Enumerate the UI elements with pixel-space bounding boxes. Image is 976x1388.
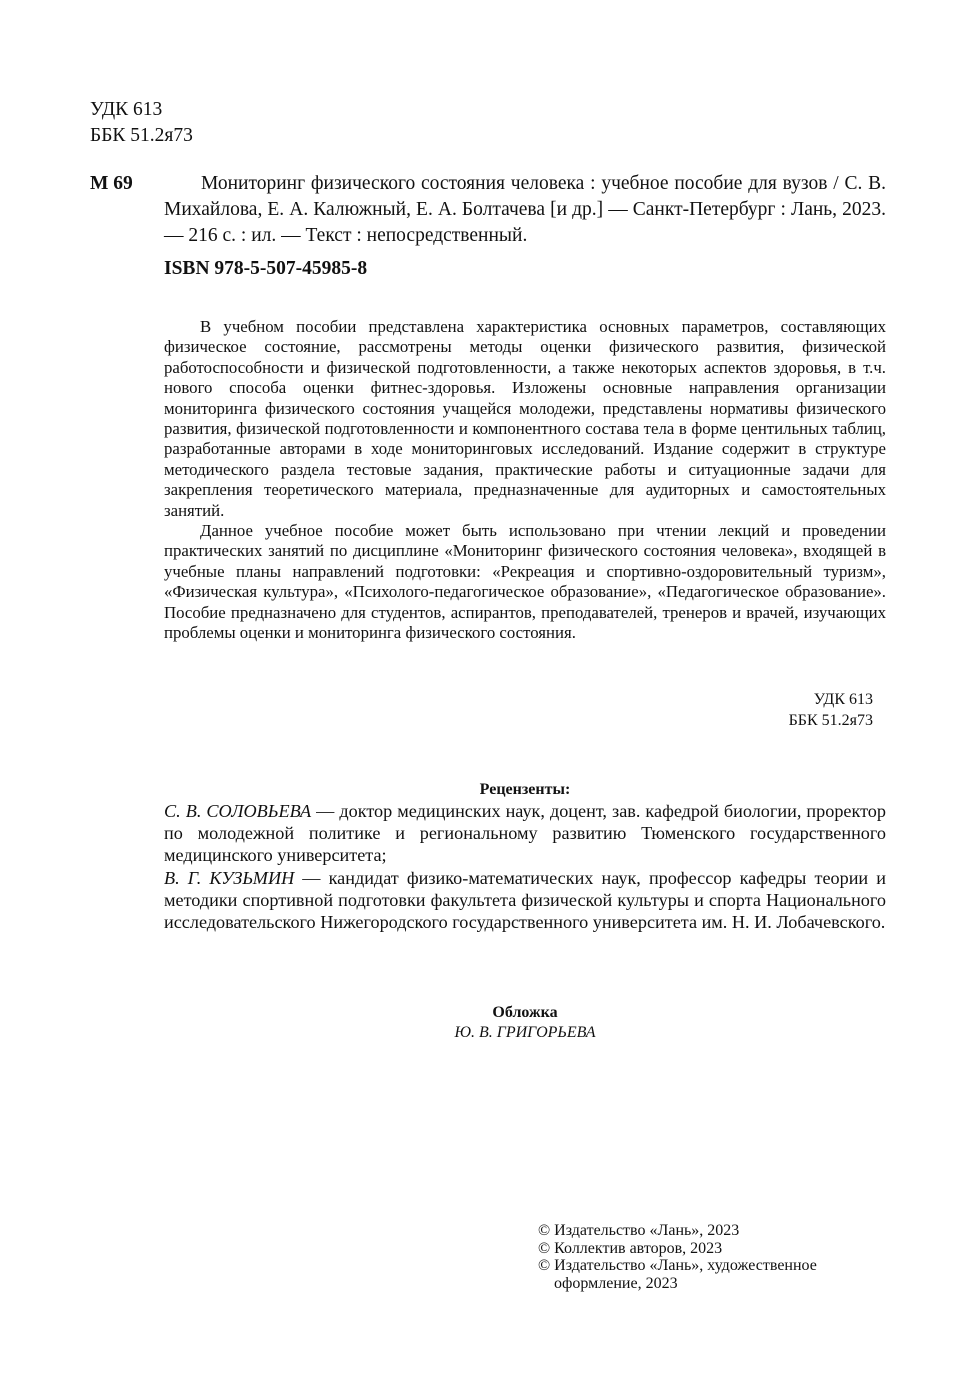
annotation-paragraph: В учебном пособии представлена характеристика основных параметров, составляющих физическое состояние, рассмотрены методы оценки физического развития, физической работоспособности и физической подготовленности, а также некоторых аспектов здоровья, в т.ч. нового способа оценки фитнес-здоровья. Изложены основные направления организации мониторинга физического состояния учащейся молодежи, представлены нормативы физического развития, физической подготовленности и компонентного состава тела в форме центильных таблиц, разработанные авторами в ходе мониторинговых исследований. Издание содержит в структуре методического раздела тестовые задания, практические работы и ситуационные задачи для закрепления теоретического материала, предназначенные для аудиторных и самостоятельных занятий. — [164, 317, 886, 520]
classification-block-top — [90, 97, 193, 149]
copyright-line: © Издательство «Лань», художественное оформление, 2023 — [538, 1257, 817, 1292]
bbk-code: ББК 51.2я73 — [90, 125, 193, 146]
udk-code: УДК 613 — [90, 99, 163, 120]
reviewers-list — [164, 800, 886, 933]
bibliographic-record: Мониторинг физического состояния человека : учебное пособие для вузов / С. В. Михайлова, Е. А. Калюжный, Е. А. Болтачева [и др.] — Санкт-Петербург : Лань, 2023. — 216 с. : ил. — Текст : непосредственный. — [164, 173, 886, 246]
cover-heading: Обложка — [492, 1004, 558, 1021]
annotation-paragraph: Данное учебное пособие может быть использовано при чтении лекций и проведении практических занятий по дисциплине «Мониторинг физического состояния человека», входящей в учебные планы направлений подготовки: «Рекреация и спортивно-оздоровительный туризм», «Физическая культура», «Психолого-педагогическое образование», «Педагогическое образование». Пособие предназначено для студентов, аспирантов, преподавателей, тренеров и врачей, изучающих проблемы оценки и мониторинга физического состояния. — [164, 521, 886, 643]
copyright-line: © Коллектив авторов, 2023 — [538, 1239, 723, 1257]
bbk-code: ББК 51.2я73 — [788, 711, 873, 729]
reviewer-description: — кандидат физико-математических наук, профессор кафедры теории и методики спортивной подготовки факультета физической культуры и спорта Национального исследовательского Нижегородского государственного университета им. Н. И. Лобачевского. — [164, 867, 886, 933]
reviewer-name: С. В. СОЛОВЬЕВА — [164, 801, 312, 821]
reviewer-name: В. Г. КУЗЬМИН — [164, 867, 295, 888]
reviewer-description: — доктор медицинских наук, доцент, зав. кафедрой биологии, проректор по молодежной политике и региональному развитию Тюменского государственного медицинского университета; — [164, 801, 886, 866]
classification-block-right — [700, 690, 873, 731]
annotation — [164, 317, 886, 644]
reviewers-heading: Рецензенты: — [479, 781, 571, 798]
isbn: ISBN 978-5-507-45985-8 — [164, 258, 368, 279]
copyright-block — [538, 1222, 858, 1292]
udk-code: УДК 613 — [813, 691, 873, 708]
reviewer-entry — [164, 800, 886, 867]
reviewer-entry — [164, 867, 886, 934]
cover-designer: Ю. В. ГРИГОРЬЕВА — [454, 1024, 596, 1041]
copyright-line: © Издательство «Лань», 2023 — [538, 1222, 740, 1239]
author-mark: М 69 — [90, 173, 133, 194]
